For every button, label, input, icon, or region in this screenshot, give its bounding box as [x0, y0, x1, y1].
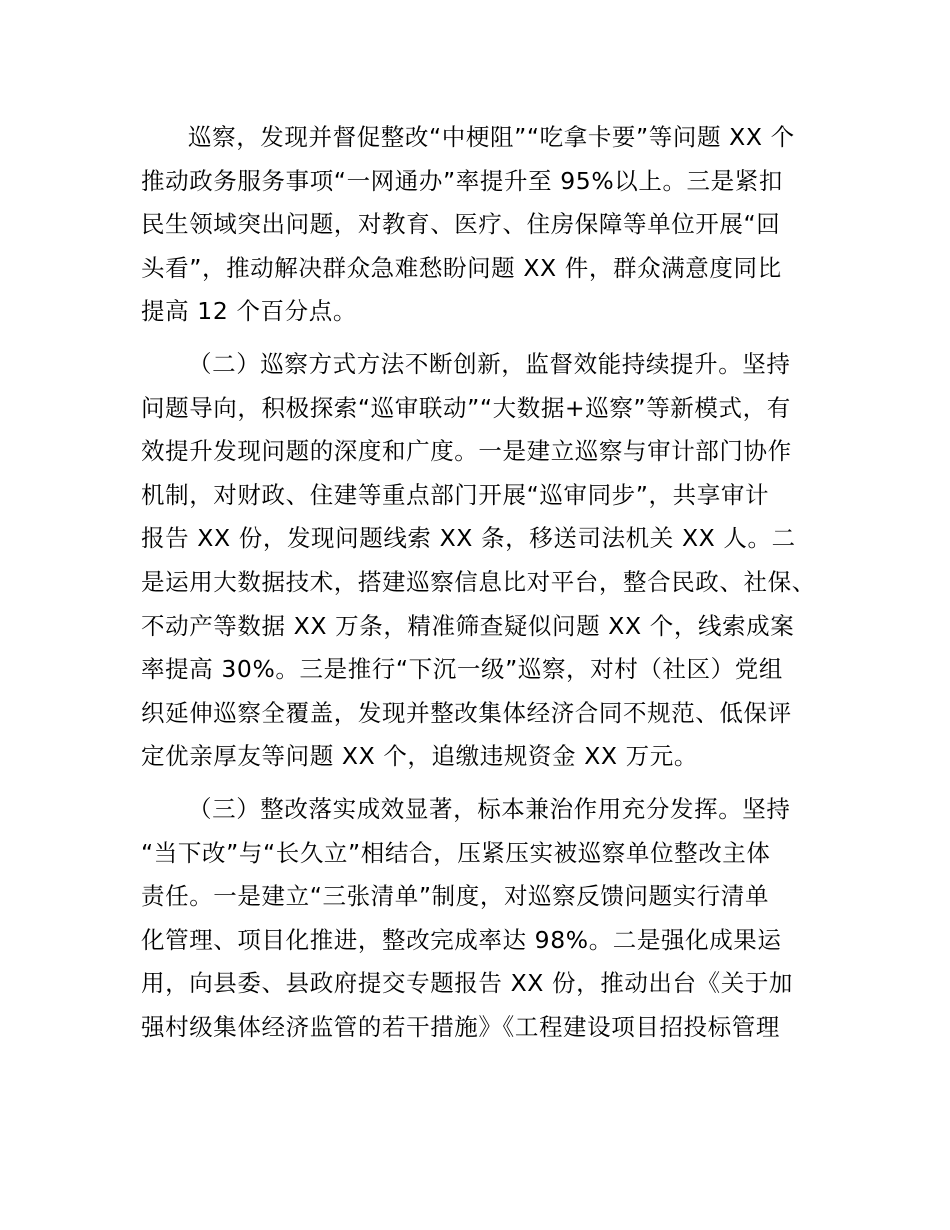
paragraph-spacer [141, 779, 813, 788]
text-line: 头看”，推动解决群众急难愁盼问题 XX 件，群众满意度同比 [141, 253, 782, 282]
text-line: 提高 12 个百分点。 [141, 297, 357, 326]
text-line: 问题导向，积极探索“巡审联动”“大数据+巡察”等新模式，有 [141, 393, 791, 422]
text-line: 用，向县委、县政府提交专题报告 XX 份，推动出台《关于加 [141, 969, 794, 998]
text-line: 效提升发现问题的深度和广度。一是建立巡察与审计部门协作 [141, 437, 792, 466]
text-line: “当下改”与“长久立”相结合，压紧压实被巡察单位整改主体 [141, 838, 771, 867]
text-line: 化管理、项目化推进，整改完成率达 98%。二是强化成果运 [141, 925, 782, 954]
text-line: 报告 XX 份，发现问题线索 XX 条，移送司法机关 XX 人。二 [141, 524, 796, 553]
document-body [141, 116, 816, 1049]
paragraph-spacer [141, 334, 813, 343]
text-line: 机制，对财政、住建等重点部门开展“巡审同步”，共享审计 [141, 480, 770, 509]
text-line: 是运用大数据技术，搭建巡察信息比对平台，整合民政、社保、 [141, 567, 816, 596]
text-line: 定优亲厚友等问题 XX 个，追缴违规资金 XX 万元。 [141, 742, 698, 771]
section-heading-line: （二）巡察方式方法不断创新，监督效能持续提升。坚持 [188, 349, 791, 378]
text-line: 织延伸巡察全覆盖，发现并整改集体经济合同不规范、低保评 [141, 698, 792, 727]
section-heading-line: （三）整改落实成效显著，标本兼治作用充分发挥。坚持 [188, 794, 791, 823]
text-line: 不动产等数据 XX 万条，精准筛查疑似问题 XX 个，线索成案 [141, 611, 795, 640]
text-line: 强村级集体经济监管的若干措施》《工程建设项目招投标管理 [141, 1012, 780, 1041]
text-line: 率提高 30%。三是推行“下沉一级”巡察，对村（社区）党组 [141, 655, 783, 684]
paragraph-2 [141, 343, 816, 779]
text-line: 责任。一是建立“三张清单”制度，对巡察反馈问题实行清单 [141, 882, 770, 911]
text-line: 民生领域突出问题，对教育、医疗、住房保障等单位开展“回 [141, 210, 781, 239]
paragraph-1 [141, 116, 813, 334]
text-line: 巡察，发现并督促整改“中梗阻”“吃拿卡要”等问题 XX 个 [188, 123, 795, 151]
text-line: 推动政务服务事项“一网通办”率提升至 95%以上。三是紧扣 [141, 166, 783, 195]
paragraph-3 [141, 788, 813, 1050]
